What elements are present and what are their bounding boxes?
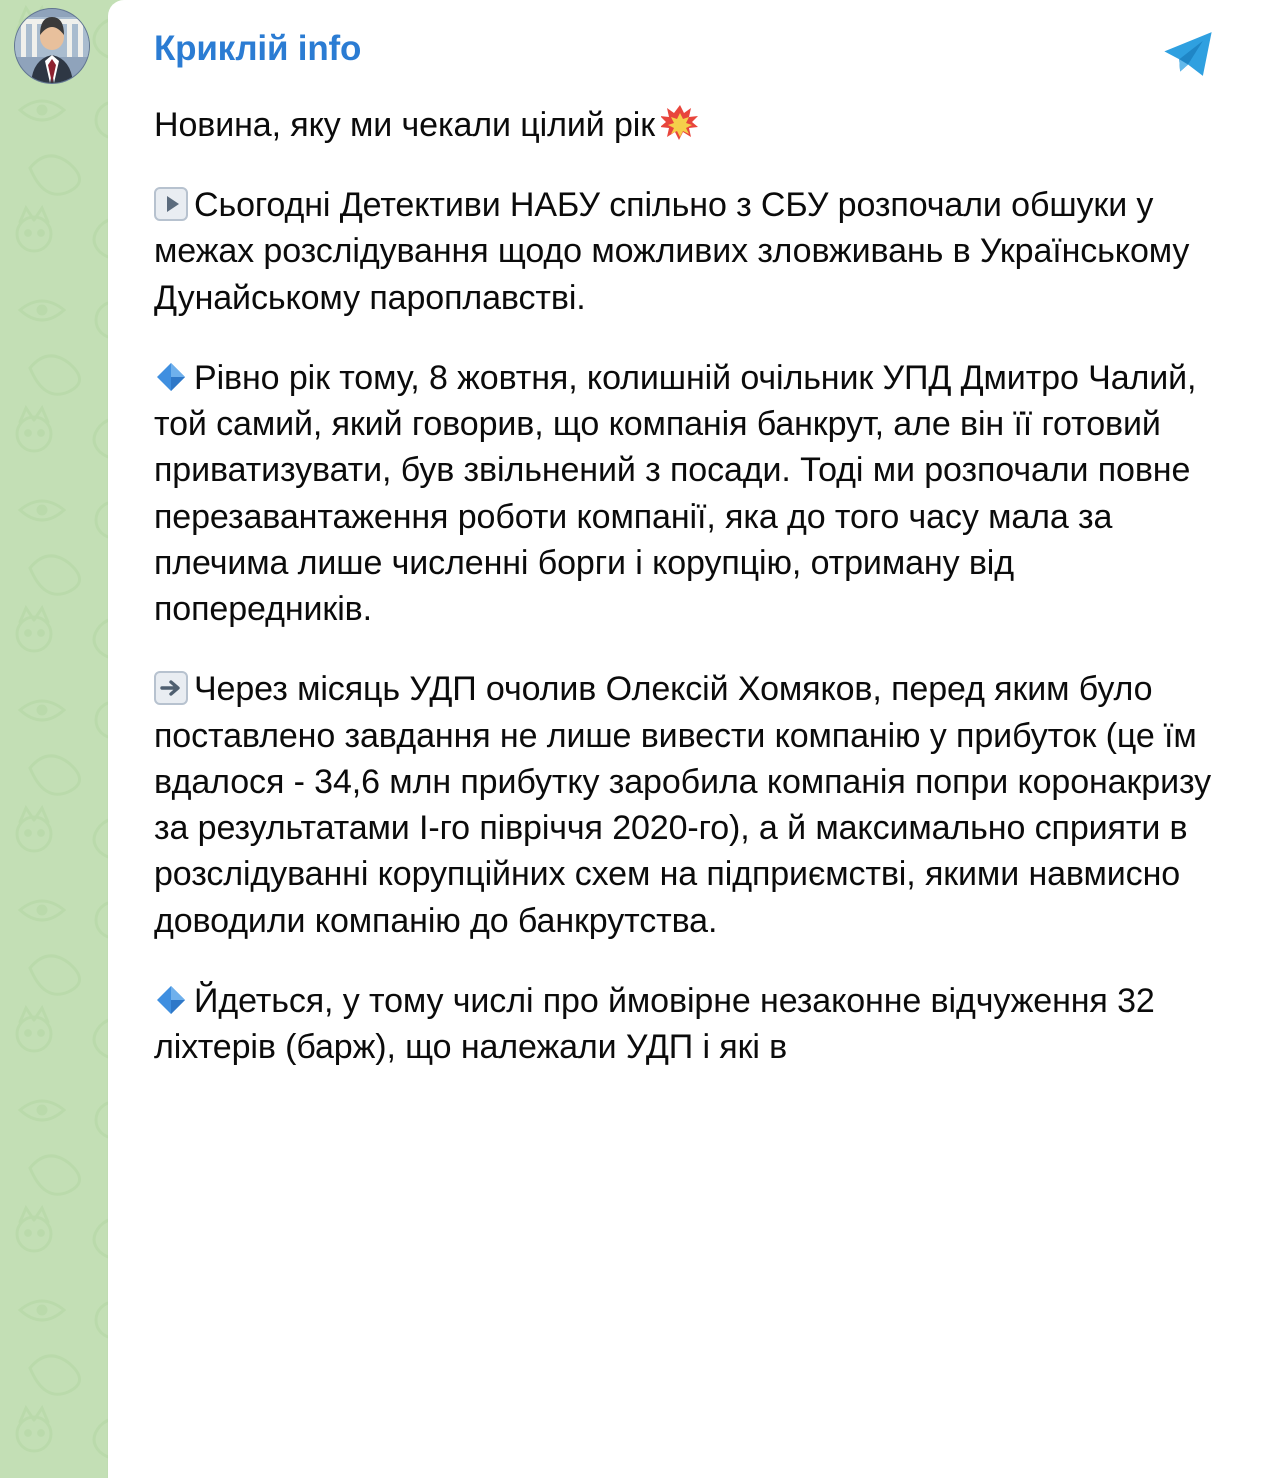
paragraph-5: [154, 978, 1220, 1070]
paragraph-2-text: Сьогодні Детективи НАБУ спільно з СБУ розпочали обшуки у межах розслідування щодо можливих зловживань в Українському Дунайському пароплавстві.: [154, 186, 1190, 317]
channel-name[interactable]: Криклій info: [154, 29, 362, 68]
telegram-logo: [1160, 26, 1216, 82]
avatar[interactable]: [14, 8, 90, 84]
right-arrow-emoji: [154, 671, 188, 705]
collision-emoji: [661, 104, 699, 142]
paragraph-1-text: Новина, яку ми чекали цілий рік: [154, 106, 655, 144]
play-button-emoji: [154, 187, 188, 221]
paragraph-4-text: Через місяць УДП очолив Олексій Хомяков, перед яким було поставлено завдання не лише вивести компанію у прибуток (це їм вдалося - 34,6 млн прибутку заробила компанія попри коронакризу за результатами I-го півріччя 2020-го), а й максимально сприяти в розслідуванні корупційних схем на підприємстві, якими навмисно доводили компанію до банкрутства.: [154, 670, 1212, 940]
paragraph-3-text: Рівно рік тому, 8 жовтня, колишній очільник УПД Дмитро Чалий, той самий, який говорив, що компанія банкрут, але він її готовий приватизувати, був звільнений з посади. Тоді ми розпочали повне перезавантаження роботи компанії, яка до того часу мала за плечима лише численні борги і корупцію, отриману від попередників.: [154, 358, 1197, 629]
blue-diamond-emoji-2: [154, 983, 188, 1017]
message-bubble[interactable]: [108, 0, 1262, 1478]
paragraph-4: [154, 666, 1220, 943]
blue-diamond-emoji: [154, 360, 188, 394]
paragraph-3: [154, 355, 1220, 632]
paragraph-2: [154, 182, 1220, 321]
message-text: [154, 102, 1220, 1070]
paragraph-1: [154, 102, 1220, 148]
paragraph-5-text: Йдеться, у тому числі про ймовірне незаконне відчуження 32 ліхтерів (барж), що належали УДП і які в: [154, 981, 1155, 1066]
bubble-header: [154, 30, 1220, 82]
